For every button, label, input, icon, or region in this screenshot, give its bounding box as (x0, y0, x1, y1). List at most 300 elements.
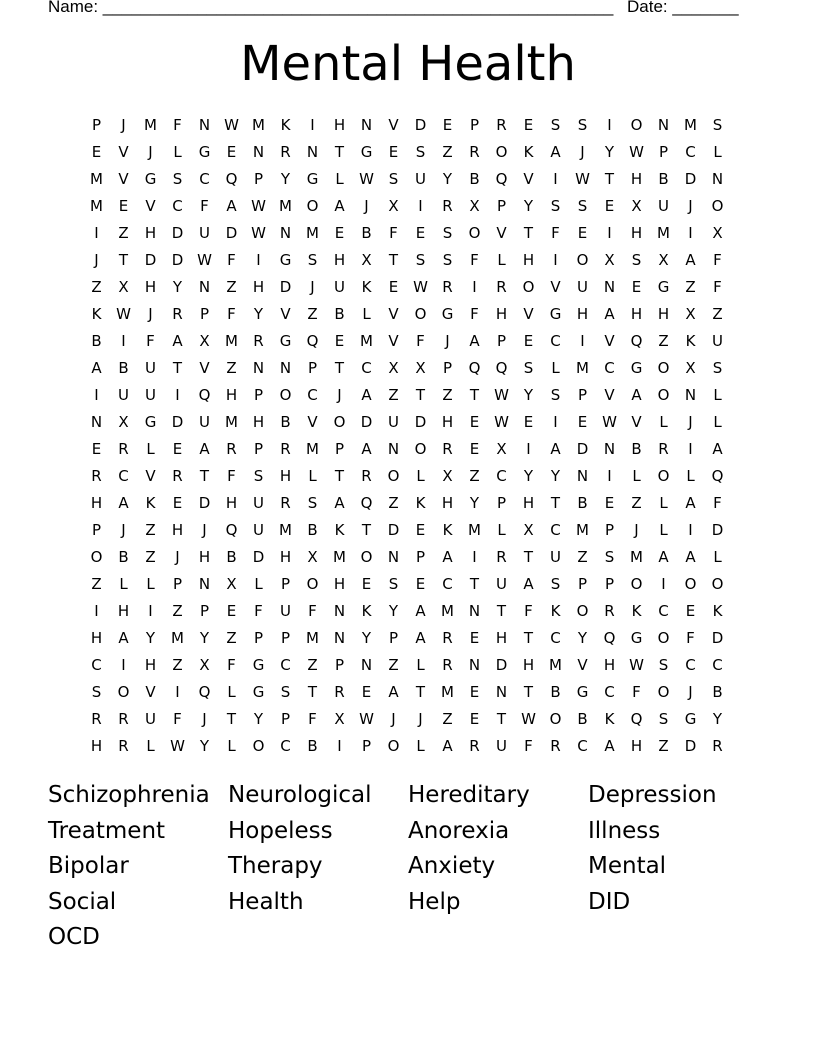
grid-letter: D (360, 413, 373, 431)
grid-letter: Y (253, 710, 264, 728)
grid-letter: Y (361, 629, 372, 647)
grid-letter: O (495, 143, 508, 161)
grid-letter: I (607, 116, 612, 134)
grid-letter: I (607, 467, 612, 485)
grid-letter: V (145, 197, 156, 215)
grid-letter: O (252, 737, 265, 755)
grid-letter: Y (523, 467, 534, 485)
grid-letter: A (361, 440, 372, 458)
grid-letter: P (334, 440, 345, 458)
grid-letter: P (361, 737, 372, 755)
grid-letter: R (253, 332, 264, 350)
grid-letter: J (202, 710, 207, 728)
grid-letter: X (199, 656, 210, 674)
grid-letter: S (442, 251, 453, 269)
grid-letter: H (225, 386, 238, 404)
grid-letter: J (202, 521, 207, 539)
grid-letter: R (442, 629, 453, 647)
grid-letter: E (604, 197, 615, 215)
grid-letter: C (361, 359, 372, 377)
grid-letter: V (118, 143, 129, 161)
grid-letter: P (658, 143, 669, 161)
grid-letter: N (387, 440, 400, 458)
grid-letter: M (441, 602, 454, 620)
grid-letter: M (306, 629, 319, 647)
grid-letter: K (523, 143, 534, 161)
grid-letter: T (334, 359, 345, 377)
grid-letter: E (523, 413, 534, 431)
grid-letter: K (550, 602, 561, 620)
grid-letter: T (523, 548, 534, 566)
grid-letter: C (550, 521, 561, 539)
grid-letter: U (496, 575, 507, 593)
grid-letter: A (469, 332, 480, 350)
grid-letter: N (387, 548, 400, 566)
grid-letter: T (334, 467, 345, 485)
word-list-item: OCD (48, 924, 100, 950)
grid-letter: L (173, 143, 182, 161)
grid-letter: J (634, 521, 639, 539)
grid-letter: W (170, 737, 185, 755)
grid-letter: J (337, 386, 342, 404)
grid-letter: I (553, 251, 558, 269)
grid-letter: Y (604, 143, 615, 161)
grid-letter: Y (280, 170, 291, 188)
grid-letter: D (198, 494, 211, 512)
grid-letter: Y (172, 278, 183, 296)
grid-letter: R (118, 710, 129, 728)
grid-letter: U (145, 386, 156, 404)
grid-letter: P (199, 602, 210, 620)
grid-letter: C (307, 386, 318, 404)
grid-letter: P (91, 116, 102, 134)
grid-letter: G (144, 413, 157, 431)
grid-letter: B (469, 170, 480, 188)
grid-letter: M (306, 440, 319, 458)
grid-letter: L (146, 575, 155, 593)
grid-letter: O (522, 278, 535, 296)
grid-letter: Z (91, 575, 102, 593)
grid-letter: N (468, 656, 481, 674)
grid-letter: O (279, 386, 292, 404)
grid-letter: H (225, 494, 238, 512)
grid-letter: N (603, 440, 616, 458)
grid-letter: X (442, 467, 453, 485)
grid-letter: F (524, 602, 533, 620)
word-list-item: Illness (588, 817, 661, 844)
grid-letter: A (712, 440, 723, 458)
grid-letter: Z (658, 737, 669, 755)
grid-letter: L (497, 251, 506, 269)
grid-letter: M (171, 629, 184, 647)
grid-letter: K (334, 521, 345, 539)
grid-letter: E (442, 116, 453, 134)
grid-letter: Q (225, 521, 238, 539)
grid-letter: K (145, 494, 156, 512)
grid-letter: S (415, 143, 426, 161)
grid-letter: Z (172, 656, 183, 674)
grid-letter: K (415, 494, 426, 512)
grid-letter: Y (712, 710, 723, 728)
grid-letter: N (360, 116, 373, 134)
grid-letter: T (118, 251, 129, 269)
grid-letter: E (685, 602, 696, 620)
grid-letter: E (604, 494, 615, 512)
grid-letter: O (684, 575, 697, 593)
grid-letter: F (713, 278, 722, 296)
grid-letter: Y (253, 305, 264, 323)
grid-letter: E (334, 224, 345, 242)
grid-letter: O (414, 305, 427, 323)
grid-letter: W (629, 143, 644, 161)
grid-letter: U (253, 521, 264, 539)
grid-letter: R (91, 710, 102, 728)
grid-letter: O (414, 440, 427, 458)
grid-letter: F (713, 494, 722, 512)
grid-letter: H (630, 170, 643, 188)
grid-letter: M (279, 521, 292, 539)
grid-letter: C (442, 575, 453, 593)
grid-letter: M (252, 116, 265, 134)
grid-letter: E (631, 278, 642, 296)
grid-letter: X (685, 359, 696, 377)
grid-letter: V (307, 413, 318, 431)
grid-letter: N (279, 359, 292, 377)
grid-letter: T (523, 683, 534, 701)
grid-letter: P (496, 332, 507, 350)
grid-letter: R (280, 440, 291, 458)
grid-letter: A (685, 251, 696, 269)
grid-letter: O (657, 629, 670, 647)
grid-letter: Z (388, 656, 399, 674)
grid-letter: N (684, 386, 697, 404)
grid-letter: R (442, 656, 453, 674)
grid-letter: T (469, 575, 480, 593)
grid-letter: U (712, 332, 723, 350)
grid-letter: D (279, 278, 292, 296)
word-list-item: Mental (588, 853, 667, 879)
grid-letter: Y (442, 170, 453, 188)
grid-letter: Z (712, 305, 723, 323)
grid-letter: L (713, 548, 722, 566)
grid-letter: E (91, 143, 102, 161)
grid-letter: F (470, 305, 479, 323)
grid-letter: O (657, 683, 670, 701)
grid-letter: A (442, 737, 453, 755)
grid-letter: P (496, 494, 507, 512)
grid-letter: L (362, 305, 371, 323)
word-list (48, 778, 768, 956)
grid-letter: V (496, 224, 507, 242)
grid-letter: Z (307, 305, 318, 323)
grid-letter: T (496, 602, 507, 620)
grid-letter: G (441, 305, 454, 323)
grid-letter: T (172, 359, 183, 377)
grid-letter: I (175, 386, 180, 404)
grid-letter: F (686, 629, 695, 647)
grid-letter: H (522, 656, 535, 674)
grid-letter: Q (603, 629, 616, 647)
grid-letter: K (712, 602, 723, 620)
grid-letter: A (550, 440, 561, 458)
grid-letter: E (226, 143, 237, 161)
grid-letter: L (659, 413, 668, 431)
grid-letter: L (713, 386, 722, 404)
grid-letter: I (175, 683, 180, 701)
grid-letter: E (415, 521, 426, 539)
grid-letter: S (172, 170, 183, 188)
grid-letter: C (685, 656, 696, 674)
grid-letter: H (630, 224, 643, 242)
grid-letter: D (387, 521, 400, 539)
grid-letter: T (523, 629, 534, 647)
grid-letter: A (199, 440, 210, 458)
grid-letter: F (713, 251, 722, 269)
grid-letter: E (361, 683, 372, 701)
grid-letter: P (604, 575, 615, 593)
grid-letter: L (119, 575, 128, 593)
grid-letter: W (197, 251, 212, 269)
grid-letter: P (604, 521, 615, 539)
grid-letter: W (521, 710, 536, 728)
grid-letter: C (280, 656, 291, 674)
grid-letter: Z (145, 521, 156, 539)
grid-letter: M (90, 170, 103, 188)
grid-letter: N (90, 413, 103, 431)
grid-letter: E (523, 332, 534, 350)
grid-letter: W (224, 116, 239, 134)
word-list-item: Therapy (228, 853, 323, 879)
grid-letter: Z (658, 332, 669, 350)
grid-letter: D (711, 521, 724, 539)
grid-letter: E (388, 278, 399, 296)
grid-letter: U (577, 278, 588, 296)
word-list-item: Anorexia (408, 817, 510, 844)
grid-letter: F (416, 332, 425, 350)
grid-letter: N (198, 116, 211, 134)
grid-letter: X (712, 224, 723, 242)
grid-letter: F (227, 251, 236, 269)
grid-letter: H (333, 116, 346, 134)
grid-letter: P (91, 521, 102, 539)
grid-letter: R (496, 548, 507, 566)
grid-letter: H (171, 521, 184, 539)
grid-letter: O (549, 710, 562, 728)
grid-letter: V (388, 305, 399, 323)
grid-letter: I (94, 224, 99, 242)
grid-letter: S (604, 548, 615, 566)
page-title: Mental Health (240, 36, 576, 92)
grid-letter: U (415, 170, 426, 188)
grid-letter: H (576, 305, 589, 323)
grid-letter: O (657, 359, 670, 377)
grid-letter: P (496, 197, 507, 215)
grid-letter: W (116, 305, 131, 323)
grid-letter: L (146, 737, 155, 755)
grid-letter: S (550, 386, 561, 404)
grid-letter: V (604, 332, 615, 350)
grid-letter: X (658, 251, 669, 269)
grid-letter: M (333, 548, 346, 566)
grid-letter: L (659, 494, 668, 512)
grid-letter: T (199, 467, 210, 485)
grid-letter: S (577, 197, 588, 215)
grid-letter: N (279, 224, 292, 242)
grid-letter: E (91, 440, 102, 458)
grid-letter: S (658, 656, 669, 674)
grid-letter: G (306, 170, 319, 188)
grid-letter: H (603, 656, 616, 674)
grid-letter: X (523, 521, 534, 539)
grid-letter: I (580, 332, 585, 350)
grid-letter: C (604, 359, 615, 377)
grid-letter: T (307, 683, 318, 701)
grid-letter: X (361, 251, 372, 269)
grid-letter: W (413, 278, 428, 296)
grid-letter: A (604, 305, 615, 323)
grid-letter: P (577, 575, 588, 593)
grid-letter: H (630, 305, 643, 323)
grid-letter: R (496, 116, 507, 134)
grid-letter: T (523, 224, 534, 242)
grid-letter: R (442, 278, 453, 296)
grid-letter: T (550, 494, 561, 512)
grid-letter: J (364, 197, 369, 215)
grid-letter: R (118, 440, 129, 458)
grid-letter: G (279, 332, 292, 350)
grid-letter: L (686, 467, 695, 485)
grid-letter: Q (306, 332, 319, 350)
grid-letter: H (144, 656, 157, 674)
grid-letter: S (550, 197, 561, 215)
grid-letter: W (251, 197, 266, 215)
grid-letter: L (632, 467, 641, 485)
grid-letter: S (550, 116, 561, 134)
grid-letter: B (361, 224, 372, 242)
grid-letter: A (604, 737, 615, 755)
grid-letter: O (468, 224, 481, 242)
grid-letter: E (469, 440, 480, 458)
grid-letter: O (576, 602, 589, 620)
grid-letter: C (604, 683, 615, 701)
grid-letter: T (361, 521, 372, 539)
grid-letter: Q (711, 467, 724, 485)
grid-letter: K (604, 710, 615, 728)
grid-letter: S (577, 116, 588, 134)
grid-letter: Q (360, 494, 373, 512)
grid-letter: W (494, 413, 509, 431)
grid-letter: H (522, 251, 535, 269)
grid-letter: I (148, 602, 153, 620)
grid-letter: A (118, 494, 129, 512)
grid-letter: B (307, 521, 318, 539)
grid-letter: H (333, 575, 346, 593)
grid-letter: O (333, 413, 346, 431)
grid-letter: C (91, 656, 102, 674)
grid-letter: U (280, 602, 291, 620)
grid-letter: G (144, 170, 157, 188)
grid-letter: F (308, 710, 317, 728)
letter-grid (83, 112, 731, 760)
grid-letter: F (632, 683, 641, 701)
grid-letter: T (415, 386, 426, 404)
grid-letter: A (361, 386, 372, 404)
grid-letter: X (496, 440, 507, 458)
grid-letter: G (657, 278, 670, 296)
grid-letter: B (118, 359, 129, 377)
grid-letter: A (658, 548, 669, 566)
word-list-item: Hereditary (408, 782, 530, 808)
grid-letter: X (604, 251, 615, 269)
grid-letter: V (145, 467, 156, 485)
grid-letter: O (387, 737, 400, 755)
grid-letter: K (361, 278, 372, 296)
grid-letter: N (333, 602, 346, 620)
grid-letter: V (550, 278, 561, 296)
word-list-item: Social (48, 888, 117, 915)
grid-letter: V (199, 359, 210, 377)
grid-letter: Z (442, 710, 453, 728)
grid-letter: F (173, 710, 182, 728)
grid-letter: X (334, 710, 345, 728)
grid-letter: J (688, 413, 693, 431)
grid-letter: J (688, 683, 693, 701)
grid-letter: C (496, 467, 507, 485)
grid-letter: Z (577, 548, 588, 566)
grid-letter: C (172, 197, 183, 215)
grid-letter: H (117, 602, 130, 620)
grid-letter: D (495, 656, 508, 674)
grid-letter: O (117, 683, 130, 701)
grid-letter: F (551, 224, 560, 242)
grid-letter: N (252, 359, 265, 377)
grid-letter: C (658, 602, 669, 620)
grid-letter: Z (145, 548, 156, 566)
grid-letter: J (148, 143, 153, 161)
grid-letter: G (630, 629, 643, 647)
grid-letter: M (279, 197, 292, 215)
grid-letter: Q (630, 710, 643, 728)
grid-letter: X (415, 359, 426, 377)
grid-letter: B (334, 305, 345, 323)
grid-letter: H (441, 413, 454, 431)
grid-letter: R (172, 305, 183, 323)
grid-letter: L (254, 575, 263, 593)
grid-letter: F (254, 602, 263, 620)
grid-letter: D (144, 251, 157, 269)
grid-letter: R (280, 494, 291, 512)
grid-letter: O (711, 575, 724, 593)
grid-letter: W (359, 170, 374, 188)
grid-letter: U (388, 413, 399, 431)
grid-letter: B (631, 440, 642, 458)
grid-letter: P (253, 440, 264, 458)
grid-letter: Q (198, 386, 211, 404)
grid-letter: Y (388, 602, 399, 620)
grid-letter: M (144, 116, 157, 134)
grid-letter: A (415, 629, 426, 647)
grid-letter: C (199, 170, 210, 188)
grid-letter: M (549, 656, 562, 674)
grid-letter: A (631, 386, 642, 404)
grid-letter: V (280, 305, 291, 323)
grid-letter: U (550, 548, 561, 566)
grid-letter: M (576, 359, 589, 377)
grid-letter: I (418, 197, 423, 215)
grid-letter: A (118, 629, 129, 647)
grid-letter: A (334, 494, 345, 512)
grid-letter: B (118, 548, 129, 566)
